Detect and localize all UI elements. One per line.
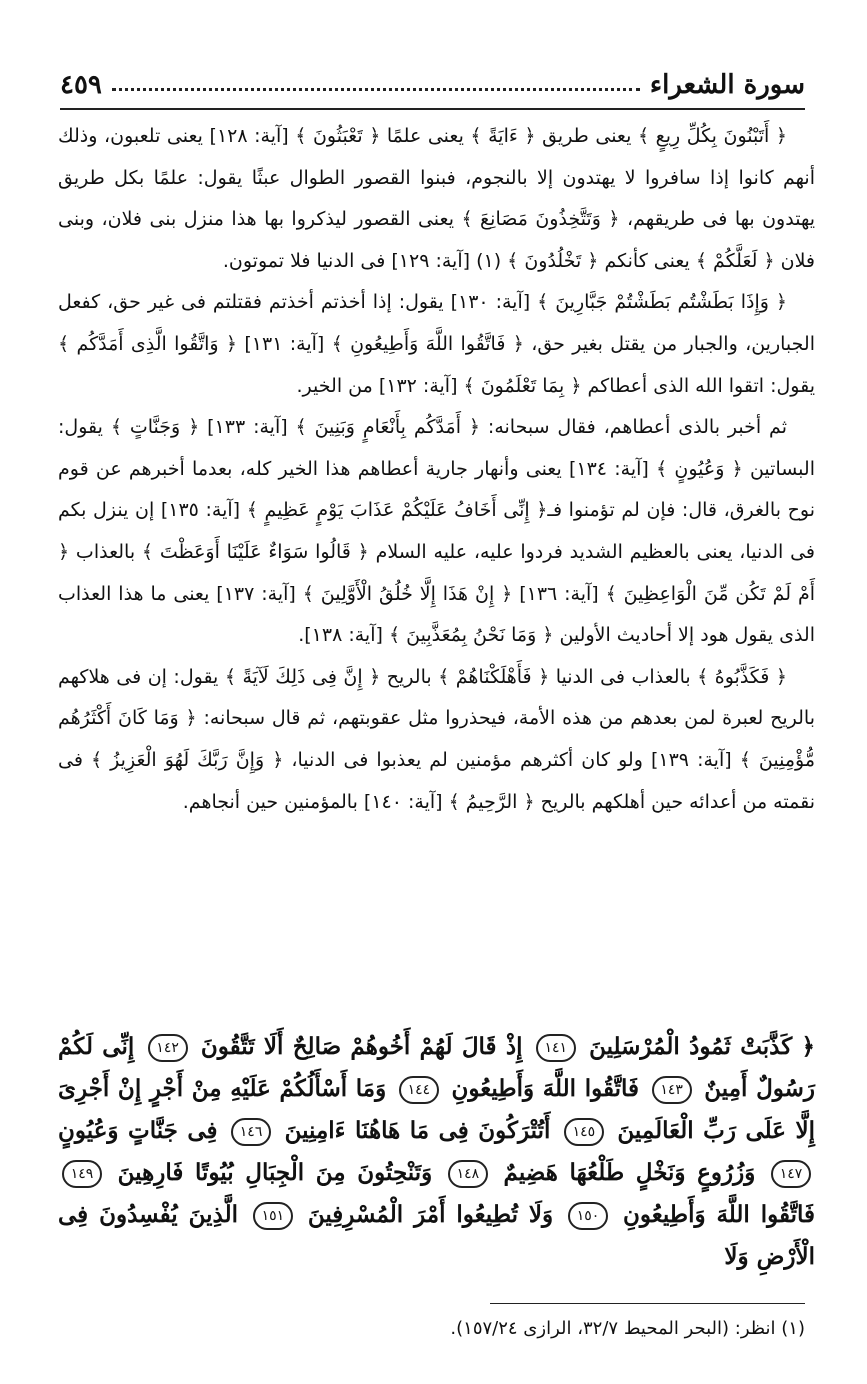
- verse-text: إِذْ قَالَ لَهُمْ أَخُوهُمْ صَالِحٌ أَلَا تَتَّقُونَ: [200, 1033, 523, 1060]
- verse-text: وَلَا تُطِيعُوا أَمْرَ الْمُسْرِفِينَ: [307, 1201, 554, 1228]
- paragraph: ﴿ وَإِذَا بَطَشْتُم بَطَشْتُمْ جَبَّارِينَ ﴾ [آية: ١٣٠] يقول: إذا أخذتم أخذتم فقتلتم فى غير حق، كفعل الجبارين، والجبار من يقتل بغير حق، ﴿ فَاتَّقُوا اللَّهَ وَأَطِيعُونِ ﴾ [آية: ١٣١] ﴿ وَاتَّقُوا الَّذِى أَمَدَّكُم ﴾ يقول: اتقوا الله الذى أعطاكم ﴿ بِمَا تَعْلَمُونَ ﴾ [آية: ١٣٢] من الخير.: [58, 291, 816, 397]
- verse-text: وَزُرُوعٍ وَنَخْلٍ طَلْعُهَا هَضِيمٌ: [503, 1159, 756, 1186]
- surah-title: سورة الشعراء: [649, 70, 805, 100]
- verse-text: الَّذِينَ يُفْسِدُونَ فِى الْأَرْضِ وَلَا: [58, 1201, 815, 1270]
- verse-number-marker: ١٤٢: [148, 1034, 188, 1062]
- verse-text: فِى جَنَّاتٍ وَعُيُونٍ: [58, 1117, 218, 1144]
- header-rule: [60, 108, 805, 110]
- paragraph: ثم أخبر بالذى أعطاهم، فقال سبحانه: ﴿ أَمَدَّكُم بِأَنْعَامٍ وَبَنِينَ ﴾ [آية: ١٣٣] ﴿ وَجَنَّاتٍ ﴾ يقول: البساتين ﴿ وَعُيُونٍ ﴾ [آية: ١٣٤] يعنى وأنهار جارية أعطاهم هذا الخير كله، بعدما أخبرهم عن قوم نوح بالغرق، قال: فإن لم تؤمنوا فـ﴿ إِنِّى أَخَافُ عَلَيْكُمْ عَذَابَ يَوْمٍ عَظِيمٍ ﴾ [آية: ١٣٥] إن ينزل بكم فى الدنيا، يعنى بالعظيم الشديد فردوا عليه، عليه السلام ﴿ قَالُوا سَوَاءٌ عَلَيْنَا أَوَعَظْتَ ﴾ بالعذاب ﴿ أَمْ لَمْ تَكُن مِّنَ الْوَاعِظِينَ ﴾ [آية: ١٣٦] ﴿ إِنْ هَذَا إِلَّا خُلُقُ الْأَوَّلِينَ ﴾ [آية: ١٣٧] يعنى ما هذا العذاب الذى يقول هود إلا أحاديث الأولين ﴿ وَمَا نَحْنُ بِمُعَذَّبِينَ ﴾ [آية: ١٣٨].: [58, 416, 815, 647]
- header-dot-leader: [112, 87, 640, 91]
- verse-text: فَاتَّقُوا اللَّهَ وَأَطِيعُونِ: [622, 1201, 816, 1228]
- quran-verses-block: [58, 1026, 815, 1278]
- page-number: ٤٥٩: [60, 70, 102, 100]
- verse-number-marker: ١٤٥: [564, 1118, 604, 1146]
- footnote-rule: [490, 1303, 805, 1304]
- paragraph: ﴿ أَتَبْنُونَ بِكُلِّ رِيعٍ ﴾ يعنى طريق ﴿ ءَايَةً ﴾ يعنى علمًا ﴿ تَعْبَثُونَ ﴾ [آية: ١٢٨] يعنى تلعبون، وذلك أنهم كانوا إذا سافروا لا يهتدون إلا بالنجوم، فبنوا القصور الطوال عبثًا يقول: علمًا بكل طريق يهتدون بها فى طريقهم، ﴿ وَتَتَّخِذُونَ مَصَانِعَ ﴾ يعنى القصور ليذكروا بها هذا منزل بنى فلان، وبنى فلان ﴿ لَعَلَّكُمْ ﴾ يعنى كأنكم ﴿ تَخْلُدُونَ ﴾ (١) [آية: ١٢٩] فى الدنيا فلا تموتون.: [58, 125, 815, 272]
- commentary-text: [58, 116, 815, 823]
- paragraph: ﴿ فَكَذَّبُوهُ ﴾ بالعذاب فى الدنيا ﴿ فَأَهْلَكْنَاهُمْ ﴾ بالريح ﴿ إِنَّ فِى ذَلِكَ لَآيَةً ﴾ يقول: إن فى هلاكهم بالريح لعبرة لمن بعدهم من هذه الأمة، فيحذروا مثل عقوبتهم، ثم قال سبحانه: ﴿ وَمَا كَانَ أَكْثَرُهُم مُّؤْمِنِينَ ﴾ [آية: ١٣٩] ولو كان أكثرهم مؤمنين لم يعذبوا فى الدنيا، ﴿ وَإِنَّ رَبَّكَ لَهُوَ الْعَزِيزُ ﴾ فى نقمته من أعدائه حين أهلكهم بالريح ﴿ الرَّحِيمُ ﴾ [آية: ١٤٠] بالمؤمنين حين أنجاهم.: [58, 665, 816, 813]
- verse-text: وَتَنْحِتُونَ مِنَ الْجِبَالِ بُيُوتًا فَارِهِينَ: [117, 1159, 433, 1186]
- verse-text: أَتُتْرَكُونَ فِى مَا هَاهُنَا ءَامِنِينَ: [284, 1117, 551, 1144]
- verse-text: ﴿ كَذَّبَتْ ثَمُودُ الْمُرْسَلِينَ: [589, 1033, 815, 1060]
- page-header: [60, 60, 805, 100]
- verse-number-marker: ١٥١: [253, 1202, 293, 1230]
- verse-text: فَاتَّقُوا اللَّهَ وَأَطِيعُونِ: [451, 1075, 639, 1102]
- verse-text: وَمَا أَسْأَلُكُمْ عَلَيْهِ مِنْ أَجْرٍ إِنْ أَجْرِىَ إِلَّا عَلَى رَبِّ الْعَالَمِينَ: [58, 1075, 815, 1144]
- verse-number-marker: ١٤٧: [771, 1160, 811, 1188]
- verse-number-marker: ١٤٦: [231, 1118, 271, 1146]
- verse-number-marker: ١٤٨: [448, 1160, 488, 1188]
- verse-number-marker: ١٤٤: [399, 1076, 439, 1104]
- verse-number-marker: ١٤٩: [62, 1160, 102, 1188]
- verse-number-marker: ١٤٣: [652, 1076, 692, 1104]
- verse-text: إِنِّى لَكُمْ رَسُولٌ أَمِينٌ: [58, 1033, 816, 1102]
- verse-number-marker: ١٤١: [536, 1034, 576, 1062]
- verse-number-marker: ١٥٠: [568, 1202, 608, 1230]
- footnote: (١) انظر: (البحر المحيط ٣٢/٧، الرازى ١٥٧/٢٤).: [450, 1318, 805, 1339]
